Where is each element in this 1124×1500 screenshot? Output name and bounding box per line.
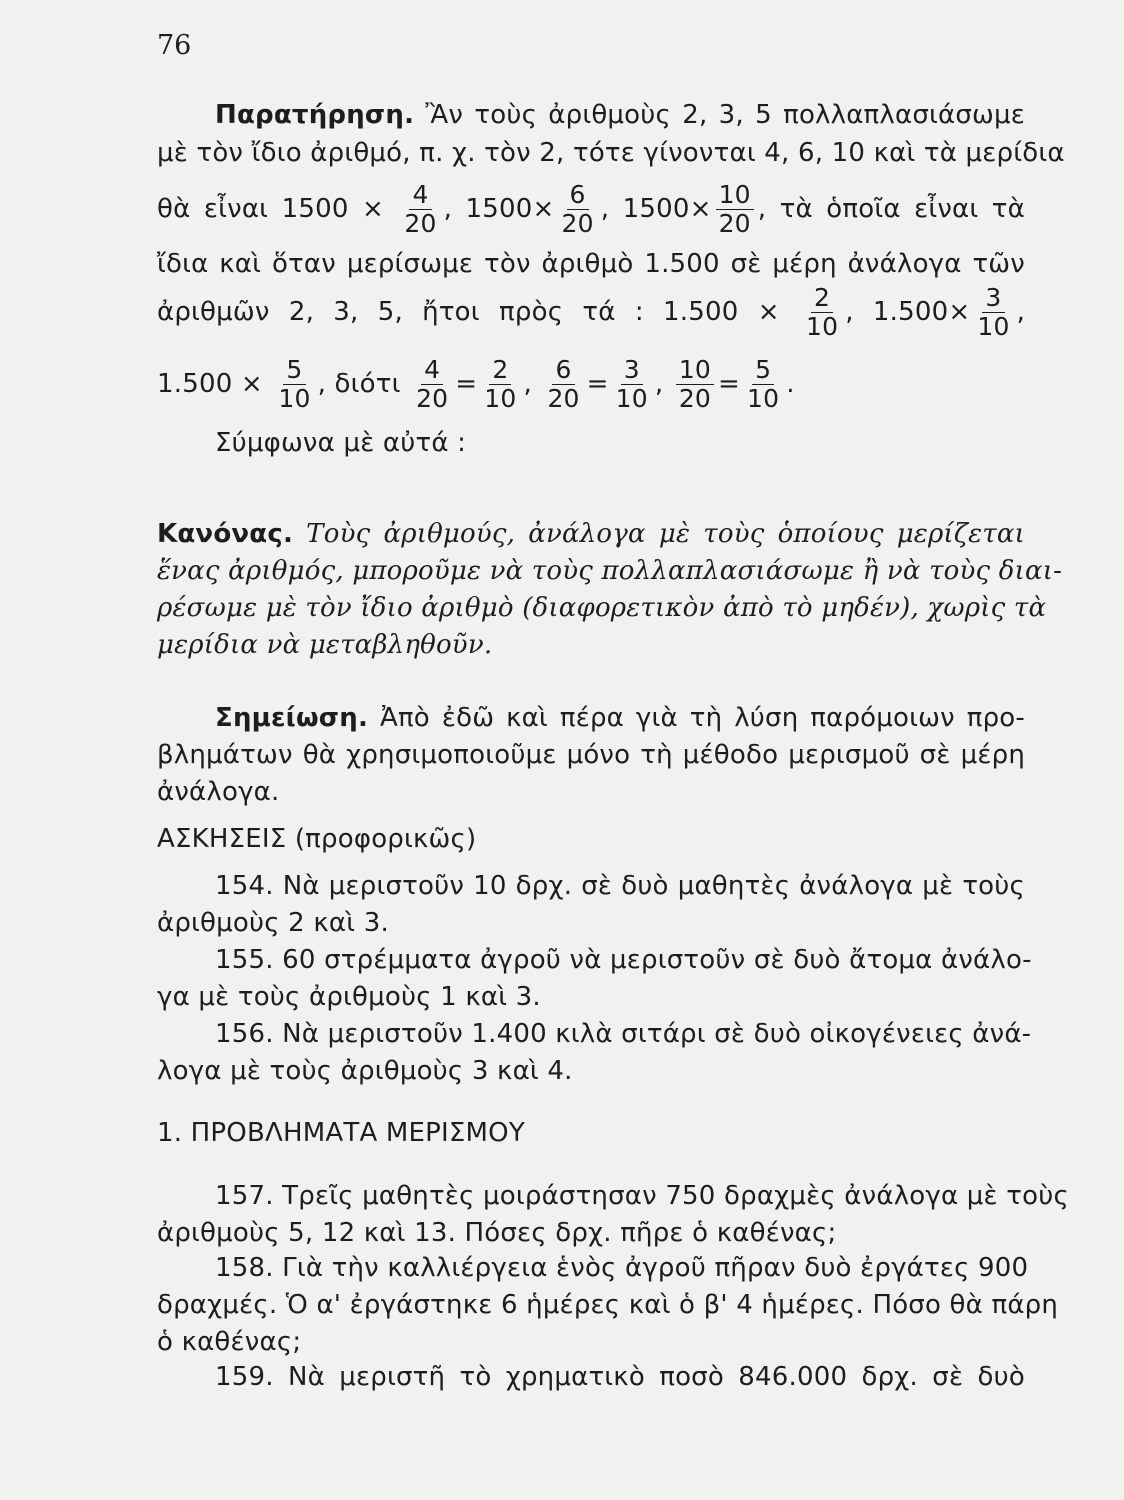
note-label: Σημείωση. [215, 703, 369, 733]
rule-label: Κανόνας. [157, 519, 294, 549]
exercise-154-line-2: ἀριθμοὺς 2 καὶ 3. [157, 908, 389, 938]
rule-line-4: μερίδια νὰ μεταβληθοῦν. [157, 630, 493, 660]
exercise-154-line-1: 154. Νὰ μεριστοῦν 10 δρχ. σὲ δυὸ μαθητὲς ἀνάλογα μὲ τοὺς [215, 871, 1025, 901]
exercise-155-line-2: γα μὲ τοὺς ἀριθμοὺς 1 καὶ 3. [157, 982, 541, 1012]
exercise-155-line-1: 155. 60 στρέμματα ἀγροῦ νὰ μεριστοῦν σὲ δυὸ ἄτομα ἀνάλο- [215, 945, 1032, 975]
fraction-6-20: $\frac{6}{20}$ [561, 180, 594, 238]
exercises-heading: ΑΣΚΗΣΕΙΣ (προφορικῶς) [157, 824, 477, 854]
exercise-158-line-3: ὁ καθένας; [157, 1327, 302, 1357]
exercise-157-line-1: 157. Τρεῖς μαθητὲς μοιράστησαν 750 δραχμὲς ἀνάλογα μὲ τοὺς [215, 1181, 1069, 1211]
observation-text: Ἂν τοὺς ἀριθμοὺς 2, 3, 5 πολλαπλασιάσωμε [425, 100, 1025, 130]
exercise-156-line-2: λογα μὲ τοὺς ἀριθμοὺς 3 καὶ 4. [157, 1056, 573, 1086]
observation-line-6: 1.500 × $\frac{5}{10}$ , διότι $\frac{4}{20}$ = $\frac{2}{10}$ , $\frac{6}{20}$ = $\frac{3}{10}$ , $\frac{10}{20}$ = $\frac{5}{10}$ . [157, 355, 795, 413]
observation-line-2: μὲ τὸν ἴδιο ἀριθμό, π. χ. τὸν 2, τότε γίνονται 4, 6, 10 καὶ τὰ μερίδια [157, 138, 1065, 168]
fraction-10-20: $\frac{10}{20}$ [716, 182, 754, 237]
exercise-158-line-1: 158. Γιὰ τὴν καλλιέργεια ἑνὸς ἀγροῦ πῆραν δυὸ ἐργάτες 900 [215, 1253, 1029, 1283]
rule-line-1: Κανόνας. Τοὺς ἀριθμούς, ἀνάλογα μὲ τοὺς ὁποίους μερίζεται [157, 519, 1026, 549]
note-line-1: Σημείωση. Ἀπὸ ἐδῶ καὶ πέρα γιὰ τὴ λύση παρόμοιων προ- [215, 703, 1025, 733]
rule-line-3: ρέσωμε μὲ τὸν ἴδιο ἀριθμὸ (διαφορετικὸν ἀπὸ τὸ μηδέν), χωρὶς τὰ [157, 593, 1047, 623]
observation-line-4: ἴδια καὶ ὅταν μερίσωμε τὸν ἀριθμὸ 1.500 σὲ μέρη ἀνάλογα τῶν [157, 249, 1025, 279]
rule-line-2: ἕνας ἀριθμός, μποροῦμε νὰ τοὺς πολλαπλασιάσωμε ἢ νὰ τοὺς διαι- [157, 556, 1063, 586]
page-number: 76 [157, 30, 192, 61]
observation-line-7: Σύμφωνα μὲ αὐτά : [215, 428, 467, 458]
note-line-2: βλημάτων θὰ χρησιμοποιοῦμε μόνο τὴ μέθοδο μερισμοῦ σὲ μέρη [157, 740, 1025, 770]
exercise-157-line-2: ἀριθμοὺς 5, 12 καὶ 13. Πόσες δρχ. πῆρε ὁ καθένας; [157, 1218, 837, 1248]
observation-line-3: θὰ εἶναι 1500 × $\frac{4}{20}$ , 1500× $\frac{6}{20}$ , 1500× $\frac{10}{20}$ , τὰ ὁποῖα εἶναι τὰ [157, 180, 1025, 238]
exercise-159-line-1: 159. Νὰ μεριστῆ τὸ χρηματικὸ ποσὸ 846.000 δρχ. σὲ δυὸ [215, 1362, 1025, 1392]
observation-line-5: ἀριθμῶν 2, 3, 5, ἤτοι πρὸς τά : 1.500 × $\frac{2}{10}$ , 1.500× $\frac{3}{10}$ , [157, 283, 1026, 341]
fraction-4-20: $\frac{4}{20}$ [404, 180, 437, 238]
fraction-2-10: $\frac{2}{10}$ [805, 283, 839, 341]
fraction-5-10: $\frac{5}{10}$ [278, 355, 311, 413]
exercise-156-line-1: 156. Νὰ μεριστοῦν 1.400 κιλὰ σιτάρι σὲ δυὸ οἰκογένειες ἀνά- [215, 1019, 1032, 1049]
note-line-3: ἀνάλογα. [157, 777, 280, 807]
exercise-158-line-2: δραχμές. Ὁ α' ἐργάστηκε 6 ἡμέρες καὶ ὁ β' 4 ἡμέρες. Πόσο θὰ πάρη [157, 1290, 1059, 1320]
fraction-3-10: $\frac{3}{10}$ [977, 283, 1010, 341]
observation-label: Παρατήρηση. [215, 100, 415, 130]
observation-line-1 [215, 97, 1025, 133]
problems-heading: 1. ΠΡΟΒΛΗΜΑΤΑ ΜΕΡΙΣΜΟΥ [157, 1118, 525, 1148]
